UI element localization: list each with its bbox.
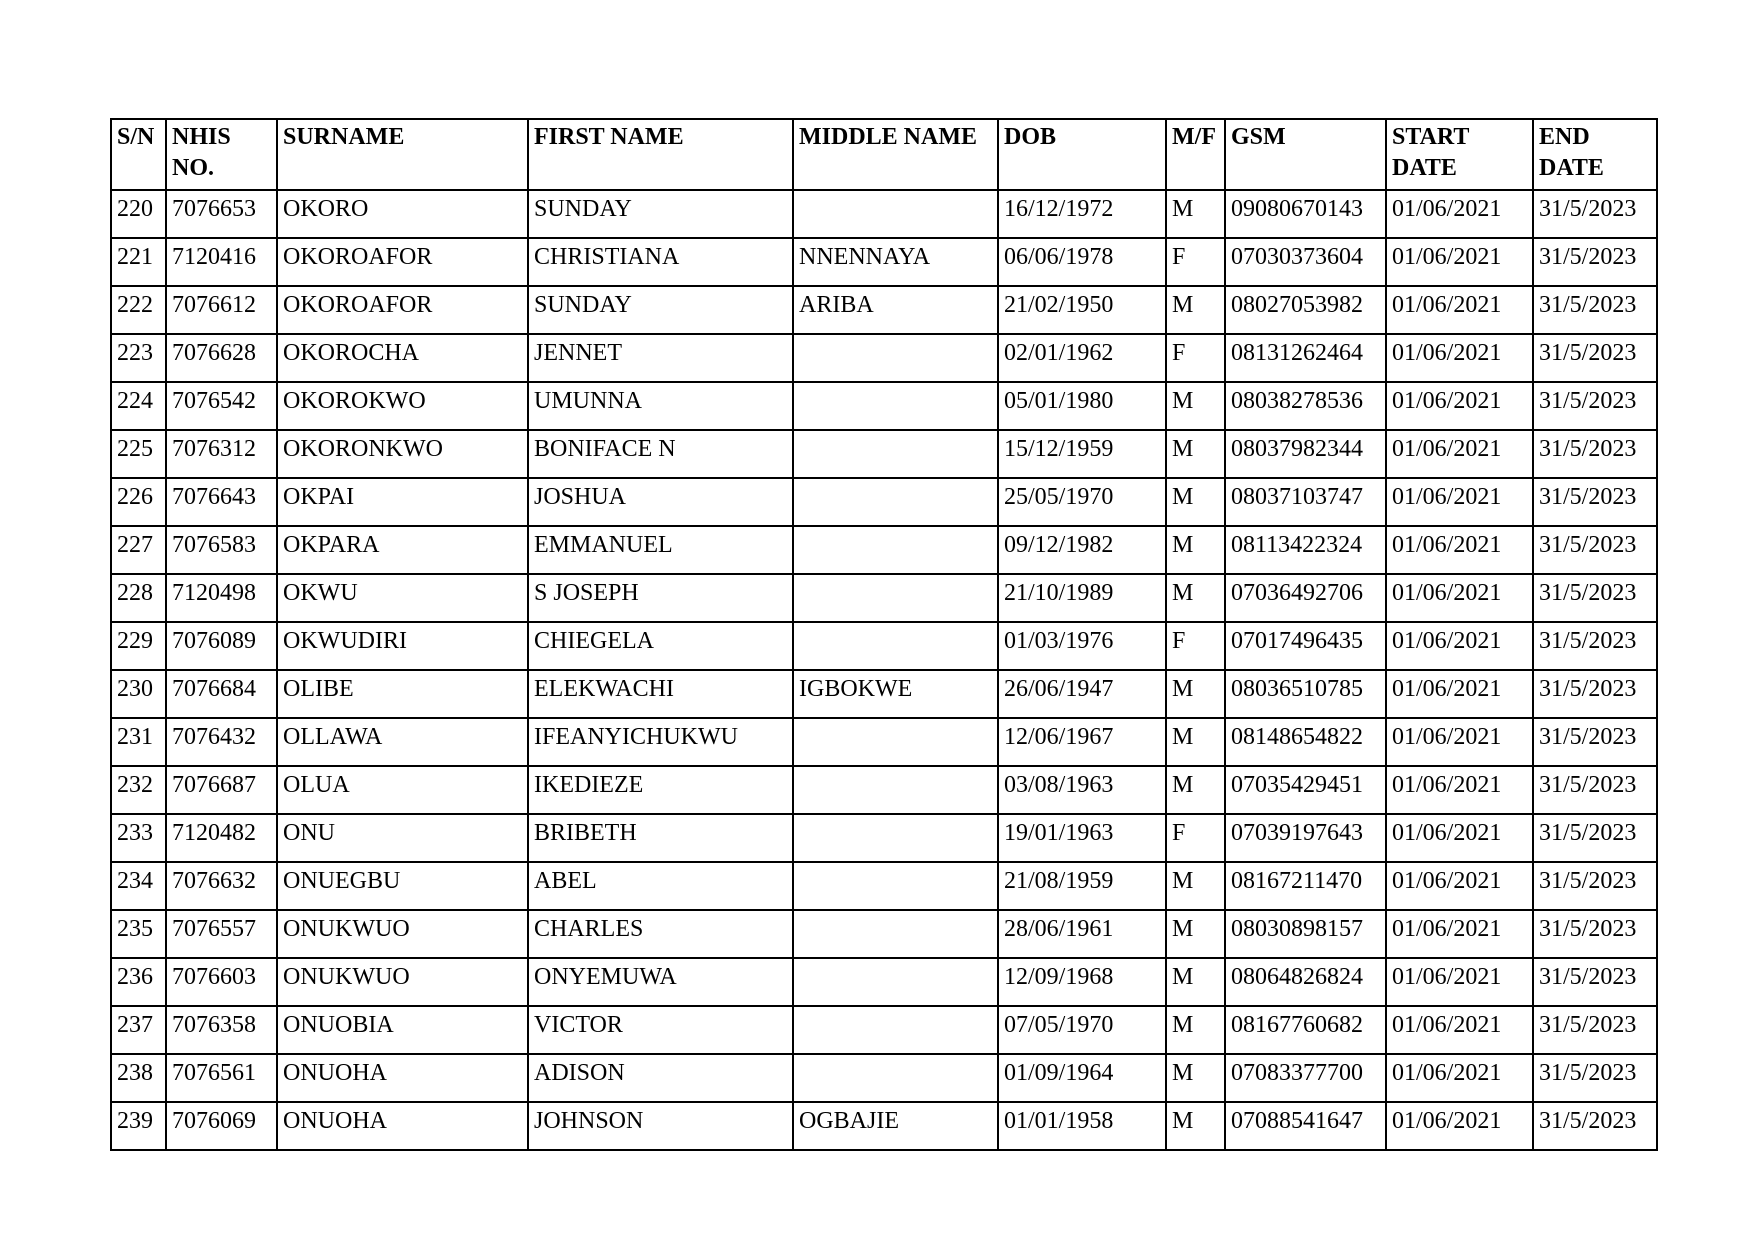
- cell-surname: OKOROAFOR: [277, 286, 528, 334]
- table-row: [111, 430, 1657, 478]
- cell-end-date: 31/5/2023: [1533, 238, 1657, 286]
- table-row: [111, 670, 1657, 718]
- cell-dob: 06/06/1978: [998, 238, 1166, 286]
- cell-dob: 01/03/1976: [998, 622, 1166, 670]
- cell-dob: 12/09/1968: [998, 958, 1166, 1006]
- cell-nhis-no: 7076561: [166, 1054, 277, 1102]
- table-row: [111, 190, 1657, 238]
- column-header-dob: DOB: [998, 119, 1166, 190]
- cell-middle-name: OGBAJIE: [793, 1102, 998, 1150]
- cell-dob: 28/06/1961: [998, 910, 1166, 958]
- cell-gsm: 07017496435: [1225, 622, 1386, 670]
- cell-end-date: 31/5/2023: [1533, 382, 1657, 430]
- cell-start-date: 01/06/2021: [1386, 718, 1533, 766]
- cell-surname: OKORONKWO: [277, 430, 528, 478]
- cell-first-name: JOSHUA: [528, 478, 793, 526]
- cell-start-date: 01/06/2021: [1386, 814, 1533, 862]
- cell-middle-name: [793, 718, 998, 766]
- cell-sex: M: [1166, 478, 1225, 526]
- cell-sex: M: [1166, 1102, 1225, 1150]
- cell-middle-name: [793, 910, 998, 958]
- cell-start-date: 01/06/2021: [1386, 862, 1533, 910]
- cell-dob: 26/06/1947: [998, 670, 1166, 718]
- table-row: [111, 766, 1657, 814]
- column-header-nhis-no: NHIS NO.: [166, 119, 277, 190]
- cell-start-date: 01/06/2021: [1386, 766, 1533, 814]
- column-header-first-name: FIRST NAME: [528, 119, 793, 190]
- cell-sn: 235: [111, 910, 166, 958]
- cell-dob: 16/12/1972: [998, 190, 1166, 238]
- cell-first-name: ADISON: [528, 1054, 793, 1102]
- cell-middle-name: [793, 622, 998, 670]
- cell-sex: M: [1166, 766, 1225, 814]
- cell-dob: 12/06/1967: [998, 718, 1166, 766]
- cell-dob: 07/05/1970: [998, 1006, 1166, 1054]
- cell-dob: 15/12/1959: [998, 430, 1166, 478]
- cell-surname: OKPARA: [277, 526, 528, 574]
- cell-surname: OKWUDIRI: [277, 622, 528, 670]
- cell-surname: ONUOHA: [277, 1054, 528, 1102]
- cell-surname: ONUEGBU: [277, 862, 528, 910]
- cell-dob: 01/01/1958: [998, 1102, 1166, 1150]
- cell-nhis-no: 7076684: [166, 670, 277, 718]
- cell-first-name: S JOSEPH: [528, 574, 793, 622]
- cell-first-name: BRIBETH: [528, 814, 793, 862]
- table-row: [111, 910, 1657, 958]
- cell-sex: M: [1166, 1054, 1225, 1102]
- cell-middle-name: ARIBA: [793, 286, 998, 334]
- cell-start-date: 01/06/2021: [1386, 238, 1533, 286]
- cell-nhis-no: 7076542: [166, 382, 277, 430]
- cell-dob: 02/01/1962: [998, 334, 1166, 382]
- table-row: [111, 574, 1657, 622]
- cell-middle-name: [793, 1054, 998, 1102]
- cell-surname: OKOROAFOR: [277, 238, 528, 286]
- cell-gsm: 08027053982: [1225, 286, 1386, 334]
- cell-middle-name: [793, 862, 998, 910]
- cell-surname: ONUOBIA: [277, 1006, 528, 1054]
- cell-gsm: 07039197643: [1225, 814, 1386, 862]
- cell-end-date: 31/5/2023: [1533, 622, 1657, 670]
- cell-surname: OKOROKWO: [277, 382, 528, 430]
- cell-surname: ONU: [277, 814, 528, 862]
- cell-end-date: 31/5/2023: [1533, 1054, 1657, 1102]
- cell-nhis-no: 7076089: [166, 622, 277, 670]
- cell-nhis-no: 7076643: [166, 478, 277, 526]
- cell-sn: 222: [111, 286, 166, 334]
- cell-start-date: 01/06/2021: [1386, 670, 1533, 718]
- cell-sn: 220: [111, 190, 166, 238]
- cell-nhis-no: 7076432: [166, 718, 277, 766]
- table-row: [111, 238, 1657, 286]
- cell-gsm: 08148654822: [1225, 718, 1386, 766]
- cell-sn: 232: [111, 766, 166, 814]
- cell-sn: 234: [111, 862, 166, 910]
- cell-sex: M: [1166, 190, 1225, 238]
- cell-sex: M: [1166, 286, 1225, 334]
- cell-sn: 233: [111, 814, 166, 862]
- cell-nhis-no: 7076312: [166, 430, 277, 478]
- cell-middle-name: NNENNAYA: [793, 238, 998, 286]
- cell-sn: 230: [111, 670, 166, 718]
- cell-sex: M: [1166, 958, 1225, 1006]
- cell-middle-name: [793, 190, 998, 238]
- cell-first-name: UMUNNA: [528, 382, 793, 430]
- cell-middle-name: [793, 478, 998, 526]
- cell-first-name: VICTOR: [528, 1006, 793, 1054]
- cell-end-date: 31/5/2023: [1533, 190, 1657, 238]
- cell-first-name: IFEANYICHUKWU: [528, 718, 793, 766]
- cell-dob: 21/08/1959: [998, 862, 1166, 910]
- cell-surname: OLUA: [277, 766, 528, 814]
- cell-start-date: 01/06/2021: [1386, 526, 1533, 574]
- cell-dob: 09/12/1982: [998, 526, 1166, 574]
- table-row: [111, 286, 1657, 334]
- cell-start-date: 01/06/2021: [1386, 910, 1533, 958]
- cell-nhis-no: 7120416: [166, 238, 277, 286]
- cell-end-date: 31/5/2023: [1533, 814, 1657, 862]
- table-row: [111, 526, 1657, 574]
- cell-start-date: 01/06/2021: [1386, 382, 1533, 430]
- cell-gsm: 08113422324: [1225, 526, 1386, 574]
- cell-end-date: 31/5/2023: [1533, 766, 1657, 814]
- column-header-sn: S/N: [111, 119, 166, 190]
- cell-start-date: 01/06/2021: [1386, 334, 1533, 382]
- cell-dob: 21/02/1950: [998, 286, 1166, 334]
- cell-sex: F: [1166, 814, 1225, 862]
- cell-nhis-no: 7076583: [166, 526, 277, 574]
- cell-end-date: 31/5/2023: [1533, 286, 1657, 334]
- cell-nhis-no: 7076653: [166, 190, 277, 238]
- cell-end-date: 31/5/2023: [1533, 526, 1657, 574]
- cell-sex: M: [1166, 526, 1225, 574]
- cell-end-date: 31/5/2023: [1533, 1102, 1657, 1150]
- column-header-middle-name: MIDDLE NAME: [793, 119, 998, 190]
- cell-sex: F: [1166, 334, 1225, 382]
- table-body: [111, 190, 1657, 1150]
- cell-middle-name: [793, 958, 998, 1006]
- cell-sex: M: [1166, 574, 1225, 622]
- cell-gsm: 08167760682: [1225, 1006, 1386, 1054]
- cell-surname: OLIBE: [277, 670, 528, 718]
- cell-first-name: CHRISTIANA: [528, 238, 793, 286]
- cell-surname: ONUKWUO: [277, 958, 528, 1006]
- cell-gsm: 08036510785: [1225, 670, 1386, 718]
- cell-middle-name: [793, 430, 998, 478]
- cell-nhis-no: 7076069: [166, 1102, 277, 1150]
- table-row: [111, 334, 1657, 382]
- cell-middle-name: IGBOKWE: [793, 670, 998, 718]
- cell-dob: 25/05/1970: [998, 478, 1166, 526]
- cell-start-date: 01/06/2021: [1386, 286, 1533, 334]
- cell-gsm: 07036492706: [1225, 574, 1386, 622]
- cell-middle-name: [793, 814, 998, 862]
- cell-surname: ONUOHA: [277, 1102, 528, 1150]
- table-row: [111, 622, 1657, 670]
- cell-sex: F: [1166, 622, 1225, 670]
- cell-nhis-no: 7076557: [166, 910, 277, 958]
- cell-start-date: 01/06/2021: [1386, 1054, 1533, 1102]
- cell-nhis-no: 7076632: [166, 862, 277, 910]
- cell-first-name: SUNDAY: [528, 286, 793, 334]
- cell-gsm: 08167211470: [1225, 862, 1386, 910]
- cell-gsm: 08030898157: [1225, 910, 1386, 958]
- cell-sex: M: [1166, 670, 1225, 718]
- table-row: [111, 718, 1657, 766]
- cell-first-name: ONYEMUWA: [528, 958, 793, 1006]
- cell-first-name: BONIFACE N: [528, 430, 793, 478]
- cell-gsm: 08037103747: [1225, 478, 1386, 526]
- cell-surname: OKOROCHA: [277, 334, 528, 382]
- table-row: [111, 478, 1657, 526]
- cell-surname: OKPAI: [277, 478, 528, 526]
- cell-middle-name: [793, 766, 998, 814]
- column-header-end-date: END DATE: [1533, 119, 1657, 190]
- cell-nhis-no: 7076358: [166, 1006, 277, 1054]
- cell-sex: F: [1166, 238, 1225, 286]
- cell-dob: 01/09/1964: [998, 1054, 1166, 1102]
- cell-sn: 226: [111, 478, 166, 526]
- cell-nhis-no: 7076612: [166, 286, 277, 334]
- cell-surname: OKWU: [277, 574, 528, 622]
- cell-first-name: JENNET: [528, 334, 793, 382]
- table-row: [111, 862, 1657, 910]
- table-row: [111, 382, 1657, 430]
- cell-middle-name: [793, 334, 998, 382]
- cell-gsm: 08131262464: [1225, 334, 1386, 382]
- cell-gsm: 08038278536: [1225, 382, 1386, 430]
- cell-start-date: 01/06/2021: [1386, 958, 1533, 1006]
- cell-sn: 228: [111, 574, 166, 622]
- cell-gsm: 07030373604: [1225, 238, 1386, 286]
- cell-middle-name: [793, 382, 998, 430]
- cell-first-name: EMMANUEL: [528, 526, 793, 574]
- table-row: [111, 1102, 1657, 1150]
- cell-first-name: CHIEGELA: [528, 622, 793, 670]
- column-header-sex: M/F: [1166, 119, 1225, 190]
- cell-end-date: 31/5/2023: [1533, 862, 1657, 910]
- cell-surname: OKORO: [277, 190, 528, 238]
- cell-gsm: 07083377700: [1225, 1054, 1386, 1102]
- cell-sn: 223: [111, 334, 166, 382]
- cell-start-date: 01/06/2021: [1386, 574, 1533, 622]
- cell-start-date: 01/06/2021: [1386, 1102, 1533, 1150]
- cell-gsm: 08037982344: [1225, 430, 1386, 478]
- cell-sex: M: [1166, 382, 1225, 430]
- cell-sn: 238: [111, 1054, 166, 1102]
- cell-end-date: 31/5/2023: [1533, 574, 1657, 622]
- cell-nhis-no: 7076603: [166, 958, 277, 1006]
- table-row: [111, 1054, 1657, 1102]
- beneficiary-table: [110, 118, 1658, 1151]
- cell-first-name: IKEDIEZE: [528, 766, 793, 814]
- cell-dob: 19/01/1963: [998, 814, 1166, 862]
- cell-nhis-no: 7120498: [166, 574, 277, 622]
- cell-nhis-no: 7076628: [166, 334, 277, 382]
- table-row: [111, 958, 1657, 1006]
- cell-end-date: 31/5/2023: [1533, 478, 1657, 526]
- cell-end-date: 31/5/2023: [1533, 958, 1657, 1006]
- cell-dob: 21/10/1989: [998, 574, 1166, 622]
- cell-end-date: 31/5/2023: [1533, 718, 1657, 766]
- cell-middle-name: [793, 574, 998, 622]
- cell-sex: M: [1166, 862, 1225, 910]
- cell-middle-name: [793, 1006, 998, 1054]
- cell-sex: M: [1166, 910, 1225, 958]
- cell-end-date: 31/5/2023: [1533, 910, 1657, 958]
- table-row: [111, 814, 1657, 862]
- cell-first-name: JOHNSON: [528, 1102, 793, 1150]
- cell-sex: M: [1166, 718, 1225, 766]
- cell-first-name: CHARLES: [528, 910, 793, 958]
- cell-surname: OLLAWA: [277, 718, 528, 766]
- cell-gsm: 09080670143: [1225, 190, 1386, 238]
- cell-nhis-no: 7120482: [166, 814, 277, 862]
- cell-end-date: 31/5/2023: [1533, 334, 1657, 382]
- cell-end-date: 31/5/2023: [1533, 1006, 1657, 1054]
- cell-middle-name: [793, 526, 998, 574]
- column-header-surname: SURNAME: [277, 119, 528, 190]
- table-row: [111, 1006, 1657, 1054]
- cell-sn: 224: [111, 382, 166, 430]
- cell-gsm: 07035429451: [1225, 766, 1386, 814]
- cell-sn: 221: [111, 238, 166, 286]
- cell-start-date: 01/06/2021: [1386, 190, 1533, 238]
- cell-sex: M: [1166, 1006, 1225, 1054]
- column-header-start-date: START DATE: [1386, 119, 1533, 190]
- cell-sn: 237: [111, 1006, 166, 1054]
- cell-first-name: SUNDAY: [528, 190, 793, 238]
- cell-first-name: ELEKWACHI: [528, 670, 793, 718]
- cell-sn: 229: [111, 622, 166, 670]
- cell-dob: 05/01/1980: [998, 382, 1166, 430]
- cell-end-date: 31/5/2023: [1533, 430, 1657, 478]
- cell-start-date: 01/06/2021: [1386, 478, 1533, 526]
- cell-sn: 227: [111, 526, 166, 574]
- cell-first-name: ABEL: [528, 862, 793, 910]
- cell-nhis-no: 7076687: [166, 766, 277, 814]
- cell-sex: M: [1166, 430, 1225, 478]
- cell-end-date: 31/5/2023: [1533, 670, 1657, 718]
- cell-surname: ONUKWUO: [277, 910, 528, 958]
- cell-gsm: 08064826824: [1225, 958, 1386, 1006]
- cell-sn: 236: [111, 958, 166, 1006]
- cell-start-date: 01/06/2021: [1386, 430, 1533, 478]
- table-header-row: [111, 119, 1657, 190]
- cell-start-date: 01/06/2021: [1386, 622, 1533, 670]
- cell-dob: 03/08/1963: [998, 766, 1166, 814]
- cell-gsm: 07088541647: [1225, 1102, 1386, 1150]
- column-header-gsm: GSM: [1225, 119, 1386, 190]
- cell-sn: 225: [111, 430, 166, 478]
- cell-sn: 231: [111, 718, 166, 766]
- cell-sn: 239: [111, 1102, 166, 1150]
- cell-start-date: 01/06/2021: [1386, 1006, 1533, 1054]
